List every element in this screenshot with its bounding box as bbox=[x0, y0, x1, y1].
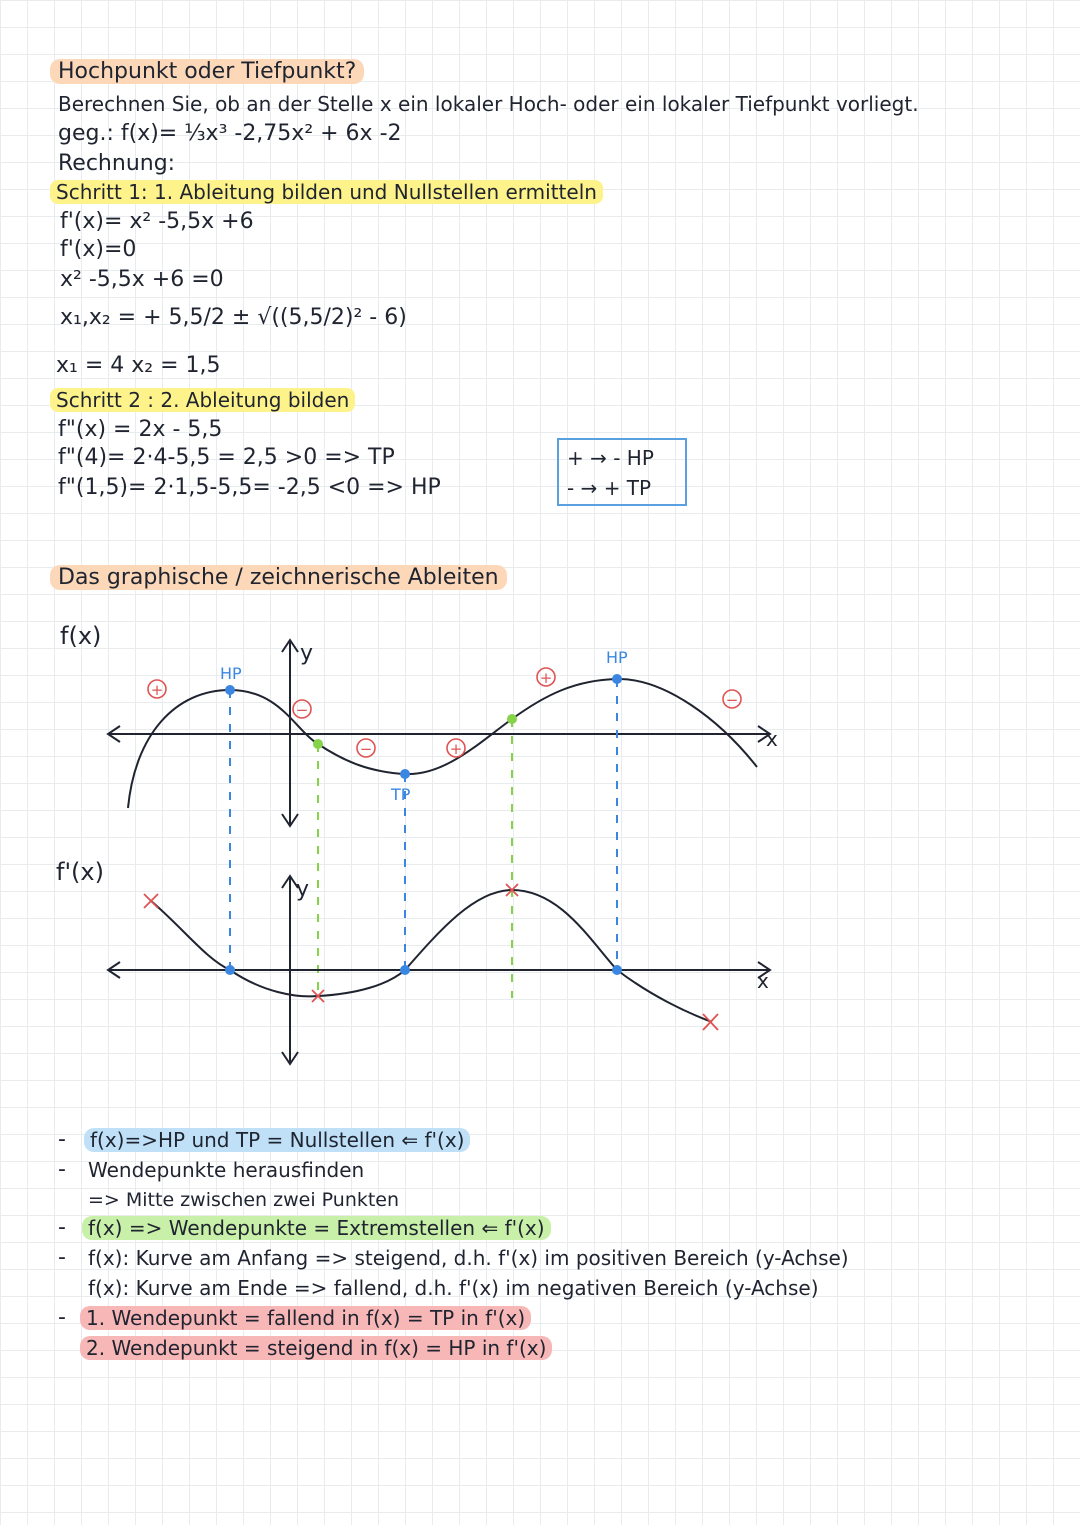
section-heading-graphical: Das graphische / zeichnerische Ableiten bbox=[50, 565, 507, 590]
tp-label: TP bbox=[391, 785, 411, 804]
sign-rule-hp: + → - HP bbox=[567, 446, 654, 470]
graph2-y-label: y bbox=[296, 877, 310, 902]
note-extrema: f(x) => Wendepunkte = Extremstellen ⇐ f'(x) bbox=[82, 1216, 551, 1240]
step2-heading: Schritt 2 : 2. Ableitung bilden bbox=[50, 388, 355, 412]
graph1-y-label: y bbox=[300, 641, 314, 666]
fpx-curve bbox=[150, 890, 712, 1022]
hp2-point bbox=[612, 674, 622, 684]
wp1-point bbox=[313, 739, 323, 749]
calculation-label: Rechnung: bbox=[58, 151, 176, 176]
sign-plus-2 bbox=[447, 739, 465, 758]
bullet-dash: - bbox=[58, 1157, 66, 1182]
hp2-label: HP bbox=[606, 648, 628, 667]
note-zeros: f(x)=>HP und TP = Nullstellen ⇐ f'(x) bbox=[84, 1128, 470, 1152]
sign-minus-2 bbox=[357, 739, 375, 758]
calc-line: f"(x) = 2x - 5,5 bbox=[58, 417, 223, 442]
calc-line: x² -5,5x +6 =0 bbox=[60, 267, 224, 292]
note-inflection: Wendepunkte herausfinden bbox=[88, 1158, 365, 1182]
calc-line: f"(4)= 2·4-5,5 = 2,5 >0 => TP bbox=[58, 445, 395, 470]
graph2-label: f'(x) bbox=[56, 858, 104, 886]
fpx-zero-1 bbox=[225, 965, 235, 975]
note-wp2: 2. Wendepunkt = steigend in f(x) = HP in f'(x) bbox=[80, 1336, 552, 1360]
fpx-zero-3 bbox=[612, 965, 622, 975]
roots-result: x₁ = 4 x₂ = 1,5 bbox=[56, 353, 221, 378]
svg-text:−: − bbox=[725, 691, 739, 709]
given-function: geg.: f(x)= ⅓x³ -2,75x² + 6x -2 bbox=[58, 121, 402, 146]
sign-minus-1 bbox=[293, 700, 311, 719]
svg-text:+: + bbox=[150, 681, 164, 699]
cross-end bbox=[703, 1014, 718, 1030]
sign-minus-3 bbox=[723, 690, 741, 709]
graph1-x-label: x bbox=[766, 727, 778, 751]
svg-text:−: − bbox=[359, 740, 373, 758]
hp1-point bbox=[225, 685, 235, 695]
note-end: f(x): Kurve am Ende => fallend, d.h. f'(x) im negativen Bereich (y-Achse) bbox=[88, 1276, 819, 1300]
cross-start bbox=[144, 894, 158, 908]
task-text: Berechnen Sie, ob an der Stelle x ein lokaler Hoch- oder ein lokaler Tiefpunkt vorliegt. bbox=[58, 92, 919, 116]
calc-line: f'(x)=0 bbox=[60, 237, 137, 262]
svg-text:+: + bbox=[539, 669, 553, 687]
calc-line: f"(1,5)= 2·1,5-5,5= -2,5 <0 => HP bbox=[58, 475, 441, 500]
fx-curve bbox=[128, 679, 757, 808]
step1-heading: Schritt 1: 1. Ableitung bilden und Nullstellen ermitteln bbox=[50, 180, 603, 204]
calc-line: f'(x)= x² -5,5x +6 bbox=[60, 209, 254, 234]
note-middle: => Mitte zwischen zwei Punkten bbox=[88, 1189, 400, 1211]
sign-plus-3 bbox=[537, 668, 555, 687]
svg-text:+: + bbox=[449, 740, 463, 758]
svg-text:−: − bbox=[295, 701, 309, 719]
sign-rule-tp: - → + TP bbox=[567, 476, 652, 500]
wp2-point bbox=[507, 714, 517, 724]
bullet-dash: - bbox=[58, 1305, 66, 1330]
note-start: f(x): Kurve am Anfang => steigend, d.h. f'(x) im positiven Bereich (y-Achse) bbox=[88, 1246, 849, 1270]
pq-formula: x₁,x₂ = + 5,5/2 ± √((5,5/2)² - 6) bbox=[60, 305, 407, 330]
section-heading-extremum: Hochpunkt oder Tiefpunkt? bbox=[50, 59, 364, 84]
graph1-label: f(x) bbox=[60, 622, 102, 650]
note-wp1: 1. Wendepunkt = fallend in f(x) = TP in f'(x) bbox=[80, 1306, 531, 1330]
bullet-dash: - bbox=[58, 1245, 66, 1270]
bullet-dash: - bbox=[58, 1215, 66, 1240]
sign-plus-1 bbox=[148, 680, 166, 699]
fpx-zero-2 bbox=[400, 965, 410, 975]
bullet-dash: - bbox=[58, 1127, 66, 1152]
tp-point bbox=[400, 769, 410, 779]
graph2-x-label: x bbox=[757, 969, 769, 993]
hp1-label: HP bbox=[220, 664, 242, 683]
